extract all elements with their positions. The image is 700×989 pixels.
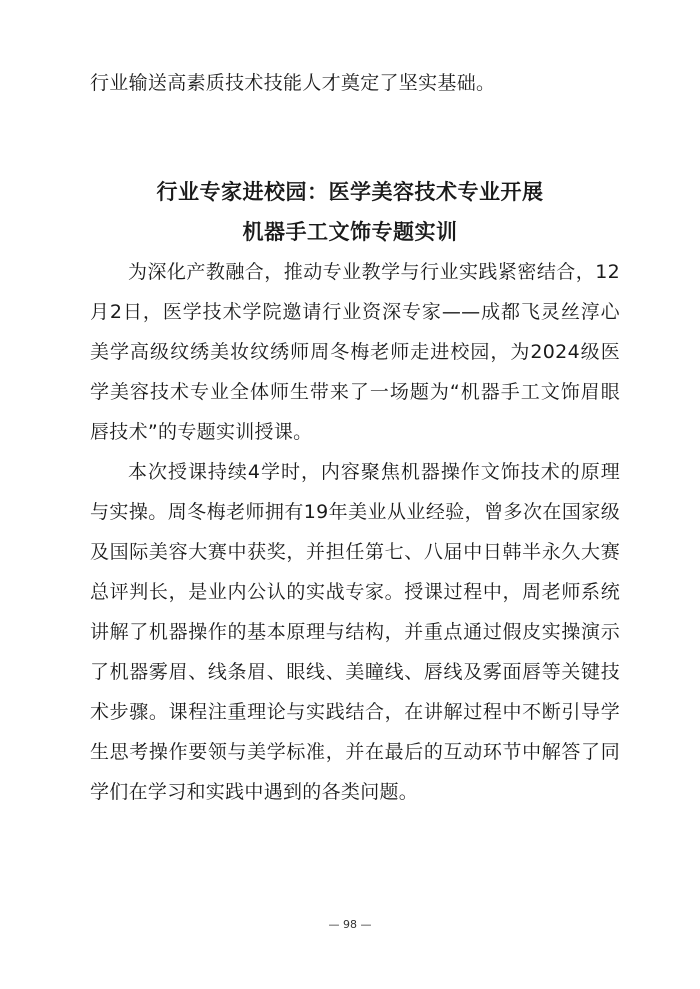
- article-paragraph-2: 本次授课持续4学时，内容聚焦机器操作文饰技术的原理与实操。周冬梅老师拥有19年美业从业经验，曾多次在国家级及国际美容大赛中获奖，并担任第七、八届中日韩半永久大赛总评判长，是业内公认的实战专家。授课过程中，周老师系统讲解了机器操作的基本原理与结构，并重点通过假皮实操演示了机器雾眉、线条眉、眼线、美瞳线、唇线及雾面唇等关键技术步骤。课程注重理论与实践结合，在讲解过程中不断引导学生思考操作要领与美学标准，并在最后的互动环节中解答了同学们在学习和实践中遇到的各类问题。: [90, 461, 620, 803]
- article-paragraph-1: 为深化产教融合，推动专业教学与行业实践紧密结合，12月2日，医学技术学院邀请行业资深专家——成都飞灵丝淳心美学高级纹绣美妆纹绣师周冬梅老师走进校园，为2024级医学美容技术专业全体师生带来了一场题为“机器手工文饰眉眼唇技术”的专题实训授课。: [90, 261, 620, 443]
- carryover-text: 行业输送高素质技术技能人才奠定了坚实基础。: [90, 72, 496, 94]
- page-number: — 98 —: [328, 918, 372, 931]
- article-title-line-1: 行业专家进校园：医学美容技术专业开展: [156, 180, 544, 204]
- article-title-line-2: 机器手工文饰专题实训: [242, 220, 458, 244]
